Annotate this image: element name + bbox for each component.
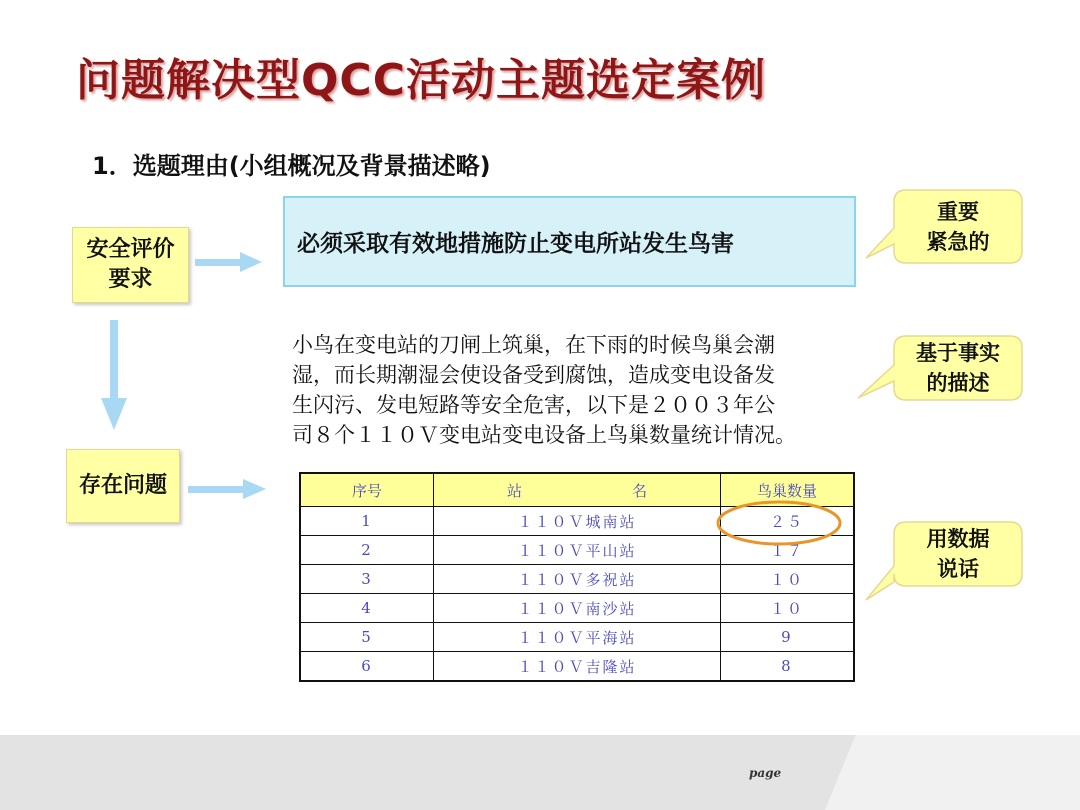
existing-problem-label: 存在问题 [78,473,167,498]
row-nest-count: １７ [720,536,854,565]
header-index: 序号 [300,473,434,507]
row-station-name: １１０Ｖ南沙站 [434,594,721,623]
row-station-name: １１０Ｖ平海站 [434,623,721,652]
row-nest-count: １０ [720,565,854,594]
header-nest-count: 鸟巢数量 [720,473,854,507]
row-station-name: １１０Ｖ城南站 [434,507,721,536]
row-nest-count: ２５ [720,507,854,536]
row-index: 3 [300,565,434,594]
paragraph-line: 司８个１１０Ｖ变电站变电设备上鸟巢数量统计情况。 [292,423,796,447]
highlight-ring [718,502,840,544]
row-index: 4 [300,594,434,623]
footer-slash [825,735,1080,810]
paragraph-line: 生闪污、发电短路等安全危害，以下是２００３年公 [292,393,775,417]
row-nest-count: １０ [720,594,854,623]
callout-line: 基于事实 [916,341,1000,365]
slide-title: 问题解决型QCC活动主题选定案例 [76,55,766,106]
row-station-name: １１０Ｖ多祝站 [434,565,721,594]
callout-line: 说话 [937,557,979,581]
paragraph-line: 湿，而长期潮湿会使设备受到腐蚀，造成变电设备发 [292,363,775,387]
callout-line: 的描述 [926,371,990,395]
footer-logo: page [749,766,782,780]
section-heading: 1．选题理由(小组概况及背景描述略) [92,152,491,180]
header-station-name-text: 站名 [506,481,757,500]
row-station-name: １１０Ｖ平山站 [434,536,721,565]
main-statement-text: 必须采取有效地措施防止变电所站发生鸟害 [297,231,734,257]
callout-line: 用数据 [926,527,990,551]
row-index: 6 [300,652,434,682]
requirement-line-1: 安全评价 [86,237,175,262]
paragraph-line: 小鸟在变电站的刀闸上筑巢，在下雨的时候鸟巢会潮 [292,333,775,357]
row-nest-count: 9 [720,623,854,652]
callout-line: 重要 [937,200,979,224]
row-index: 5 [300,623,434,652]
row-station-name: １１０Ｖ吉隆站 [434,652,721,682]
callout-line: 紧急的 [926,230,990,254]
requirement-line-2: 要求 [108,267,153,292]
row-nest-count: 8 [720,652,854,682]
row-index: 2 [300,536,434,565]
row-index: 1 [300,507,434,536]
